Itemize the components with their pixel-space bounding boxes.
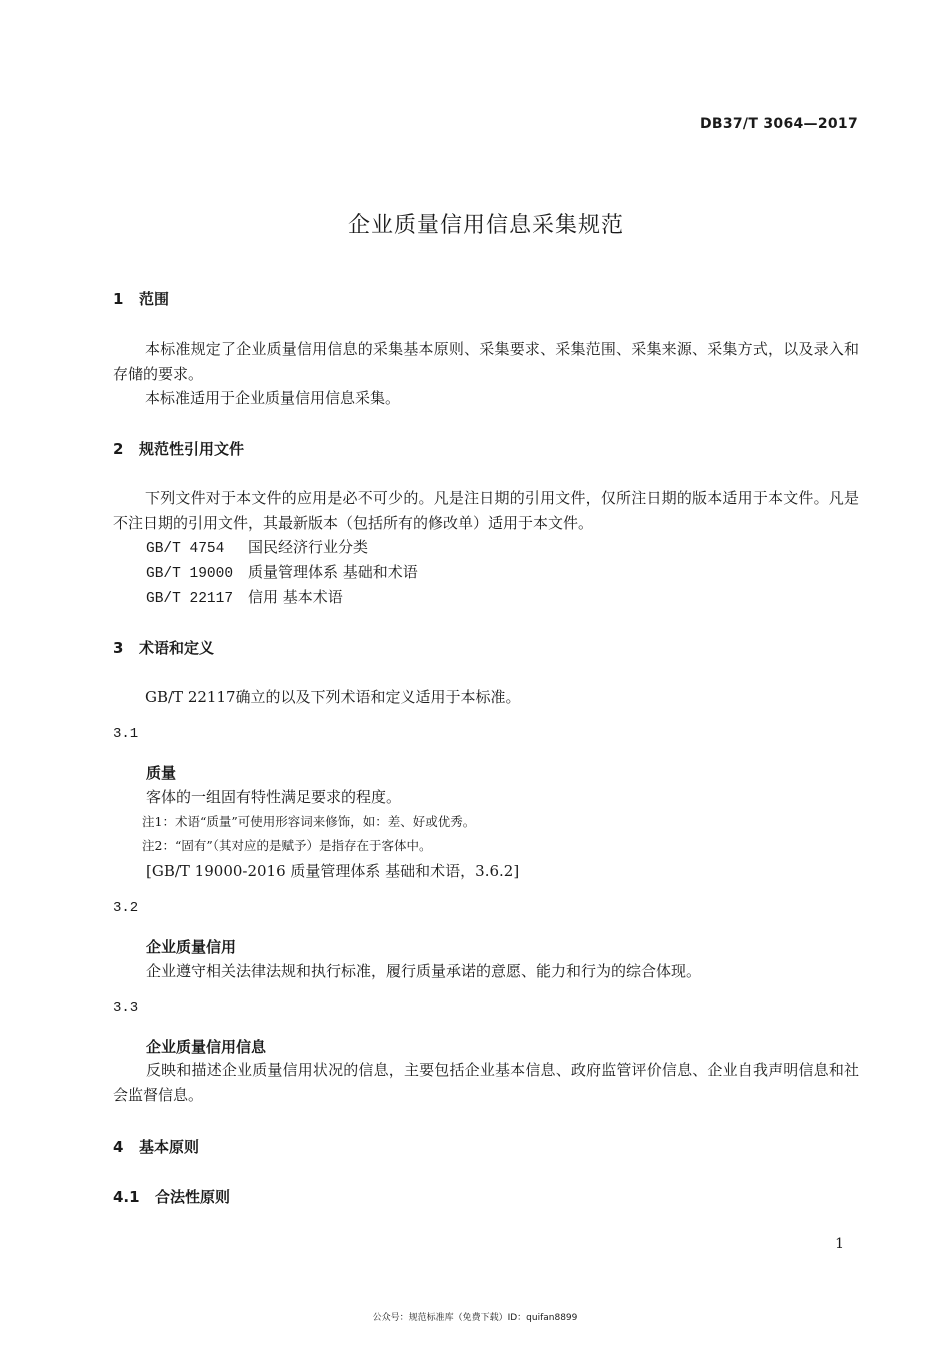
section-title: 规范性引用文件	[139, 440, 245, 458]
clause-number: 3.3	[113, 1000, 139, 1016]
reference-code: GB/T 19000	[146, 566, 234, 582]
term-source: [GB/T 19000-2016 质量管理体系 基础和术语，3.6.2]	[146, 862, 520, 880]
section-title: 基本原则	[139, 1138, 200, 1156]
clause-number: 3.1	[113, 726, 139, 742]
section-number: 1	[113, 290, 124, 308]
reference-name: 质量管理体系 基础和术语	[248, 563, 418, 581]
section-1-paragraph-1: 本标准规定了企业质量信用信息的采集基本原则、采集要求、采集范围、采集来源、采集方式，以及录入和存储的要求。	[113, 340, 859, 383]
subsection-4-1-heading	[113, 1186, 230, 1207]
section-3-paragraph: GB/T 22117确立的以及下列术语和定义适用于本标准。	[145, 688, 521, 706]
term-definition: 企业遵守相关法律法规和执行标准，履行质量承诺的意愿、能力和行为的综合体现。	[146, 962, 702, 980]
subsection-number: 4.1	[113, 1188, 140, 1206]
section-title: 术语和定义	[139, 639, 215, 657]
reference-code: GB/T 4754	[146, 541, 225, 557]
term-definition: 反映和描述企业质量信用状况的信息，主要包括企业基本信息、政府监管评价信息、企业自我声明信息和社会监督信息。	[113, 1061, 859, 1104]
term-note-1: 注1：术语“质量”可使用形容词来修饰，如：差、好或优秀。	[142, 814, 476, 829]
term-name: 企业质量信用	[146, 938, 237, 956]
term-note-2: 注2：“固有”（其对应的是赋予）是指存在于客体中。	[142, 838, 432, 853]
section-number: 3	[113, 639, 124, 657]
section-number: 4	[113, 1138, 124, 1156]
page-number: 1	[835, 1236, 844, 1252]
section-2-paragraph: 下列文件对于本文件的应用是必不可少的。凡是注日期的引用文件，仅所注日期的版本适用于本文件。凡是不注日期的引用文件，其最新版本（包括所有的修改单）适用于本文件。	[113, 489, 859, 532]
term-name: 质量	[146, 764, 177, 782]
reference-code: GB/T 22117	[146, 591, 234, 607]
section-title: 范围	[139, 290, 170, 308]
page-title: 企业质量信用信息采集规范	[347, 213, 624, 238]
reference-item	[146, 561, 418, 582]
reference-name: 国民经济行业分类	[248, 538, 369, 556]
footer-watermark: 公众号：规范标准库（免费下载）ID：quifan8899	[372, 1313, 578, 1323]
section-1-paragraph-2: 本标准适用于企业质量信用信息采集。	[145, 389, 401, 407]
section-3-heading	[113, 637, 214, 658]
section-2-heading	[113, 438, 244, 459]
clause-number: 3.2	[113, 900, 139, 916]
subsection-title: 合法性原则	[155, 1188, 231, 1206]
document-code: DB37/T 3064—2017	[699, 116, 858, 132]
reference-item	[146, 536, 368, 557]
section-4-heading	[113, 1136, 199, 1157]
section-1-heading	[113, 288, 169, 309]
term-name: 企业质量信用信息	[146, 1038, 267, 1056]
section-number: 2	[113, 440, 124, 458]
reference-name: 信用 基本术语	[248, 588, 343, 606]
term-definition: 客体的一组固有特性满足要求的程度。	[146, 788, 402, 806]
reference-item	[146, 586, 343, 607]
